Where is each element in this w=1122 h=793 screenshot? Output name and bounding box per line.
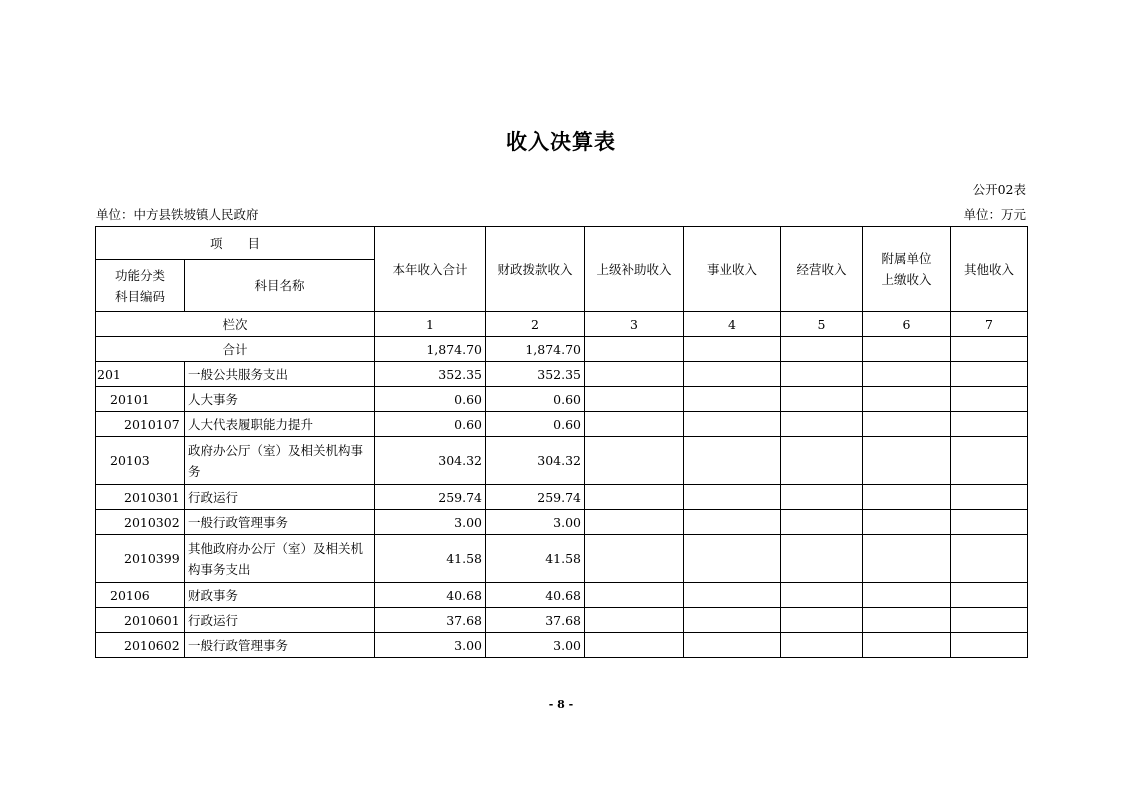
row-code: 201 bbox=[96, 362, 185, 387]
row-value bbox=[863, 485, 951, 510]
row-value bbox=[781, 362, 863, 387]
row-value: 41.58 bbox=[375, 535, 486, 583]
income-table bbox=[95, 226, 1028, 658]
total-value: 1,874.70 bbox=[375, 337, 486, 362]
row-value bbox=[951, 583, 1028, 608]
row-value bbox=[863, 387, 951, 412]
row-value bbox=[951, 535, 1028, 583]
row-value bbox=[585, 485, 684, 510]
row-value bbox=[951, 437, 1028, 485]
row-value bbox=[684, 583, 781, 608]
row-value bbox=[951, 412, 1028, 437]
row-value: 3.00 bbox=[486, 510, 585, 535]
column-number: 5 bbox=[781, 312, 863, 337]
total-value bbox=[684, 337, 781, 362]
col-total-header: 本年收入合计 bbox=[375, 227, 486, 312]
row-value: 40.68 bbox=[375, 583, 486, 608]
row-value bbox=[781, 510, 863, 535]
row-code: 20106 bbox=[96, 583, 185, 608]
row-value: 0.60 bbox=[375, 387, 486, 412]
table-row bbox=[96, 510, 1028, 535]
row-value: 41.58 bbox=[486, 535, 585, 583]
row-value: 304.32 bbox=[486, 437, 585, 485]
row-value bbox=[863, 633, 951, 658]
row-value: 352.35 bbox=[375, 362, 486, 387]
row-code: 2010602 bbox=[96, 633, 185, 658]
column-number-row bbox=[96, 312, 1028, 337]
row-value bbox=[684, 412, 781, 437]
row-value bbox=[781, 608, 863, 633]
table-row bbox=[96, 387, 1028, 412]
row-name: 行政运行 bbox=[185, 608, 375, 633]
column-number: 3 bbox=[585, 312, 684, 337]
col-business-header: 事业收入 bbox=[684, 227, 781, 312]
col-affiliated-line1: 附属单位 bbox=[881, 251, 932, 266]
row-value bbox=[585, 633, 684, 658]
row-code: 2010399 bbox=[96, 535, 185, 583]
row-value bbox=[585, 437, 684, 485]
func-code-header bbox=[96, 260, 185, 312]
row-value bbox=[684, 608, 781, 633]
total-row bbox=[96, 337, 1028, 362]
row-value bbox=[684, 535, 781, 583]
row-value bbox=[684, 362, 781, 387]
table-row bbox=[96, 583, 1028, 608]
row-name: 一般行政管理事务 bbox=[185, 633, 375, 658]
func-code-line2: 科目编码 bbox=[114, 288, 165, 304]
row-value: 0.60 bbox=[486, 387, 585, 412]
total-value: 1,874.70 bbox=[486, 337, 585, 362]
table-row bbox=[96, 437, 1028, 485]
col-affiliated-line2: 上缴收入 bbox=[881, 272, 932, 287]
row-value bbox=[863, 583, 951, 608]
row-value: 352.35 bbox=[486, 362, 585, 387]
row-value bbox=[585, 583, 684, 608]
row-value bbox=[585, 387, 684, 412]
row-value bbox=[863, 412, 951, 437]
row-value bbox=[951, 485, 1028, 510]
column-number: 6 bbox=[863, 312, 951, 337]
row-name: 人大代表履职能力提升 bbox=[185, 412, 375, 437]
row-value: 37.68 bbox=[486, 608, 585, 633]
col-operating-header: 经营收入 bbox=[781, 227, 863, 312]
header-row-1 bbox=[96, 227, 1028, 260]
row-value bbox=[781, 387, 863, 412]
column-number: 7 bbox=[951, 312, 1028, 337]
table-code: 公开02表 bbox=[972, 182, 1026, 197]
row-value bbox=[951, 510, 1028, 535]
row-name: 行政运行 bbox=[185, 485, 375, 510]
row-value bbox=[585, 510, 684, 535]
row-value: 0.60 bbox=[486, 412, 585, 437]
table-row bbox=[96, 608, 1028, 633]
page-title: 收入决算表 bbox=[506, 130, 616, 154]
row-value bbox=[781, 583, 863, 608]
row-value bbox=[863, 608, 951, 633]
row-value bbox=[863, 535, 951, 583]
row-value bbox=[951, 362, 1028, 387]
col-other-header: 其他收入 bbox=[951, 227, 1028, 312]
row-value bbox=[684, 485, 781, 510]
row-code: 20101 bbox=[96, 387, 185, 412]
row-value bbox=[781, 535, 863, 583]
row-value bbox=[863, 362, 951, 387]
total-value bbox=[781, 337, 863, 362]
row-name: 财政事务 bbox=[185, 583, 375, 608]
row-code: 2010301 bbox=[96, 485, 185, 510]
row-value bbox=[585, 608, 684, 633]
row-value bbox=[951, 608, 1028, 633]
row-value: 3.00 bbox=[375, 510, 486, 535]
row-value bbox=[863, 510, 951, 535]
row-code: 2010302 bbox=[96, 510, 185, 535]
row-value bbox=[863, 437, 951, 485]
column-number: 4 bbox=[684, 312, 781, 337]
table-row bbox=[96, 485, 1028, 510]
row-code: 2010601 bbox=[96, 608, 185, 633]
project-header: 项 目 bbox=[96, 227, 375, 260]
col-superior-header: 上级补助收入 bbox=[585, 227, 684, 312]
row-value: 3.00 bbox=[486, 633, 585, 658]
table-row bbox=[96, 633, 1028, 658]
row-value bbox=[684, 437, 781, 485]
row-name: 政府办公厅（室）及相关机构事务 bbox=[185, 437, 375, 485]
table-row bbox=[96, 412, 1028, 437]
row-value: 37.68 bbox=[375, 608, 486, 633]
unit-organization: 单位：中方县铁坡镇人民政府 bbox=[96, 207, 259, 222]
row-value bbox=[951, 633, 1028, 658]
total-value bbox=[863, 337, 951, 362]
row-code: 2010107 bbox=[96, 412, 185, 437]
row-value bbox=[585, 412, 684, 437]
row-value bbox=[684, 387, 781, 412]
row-value: 259.74 bbox=[375, 485, 486, 510]
row-value bbox=[585, 362, 684, 387]
row-value bbox=[585, 535, 684, 583]
row-value bbox=[781, 485, 863, 510]
row-value bbox=[781, 437, 863, 485]
row-name: 一般行政管理事务 bbox=[185, 510, 375, 535]
unit-currency: 单位：万元 bbox=[963, 207, 1026, 222]
row-name: 一般公共服务支出 bbox=[185, 362, 375, 387]
column-label: 栏次 bbox=[96, 312, 375, 337]
row-value: 259.74 bbox=[486, 485, 585, 510]
row-value bbox=[781, 633, 863, 658]
subject-name-header: 科目名称 bbox=[185, 260, 375, 312]
row-value bbox=[951, 387, 1028, 412]
row-name: 其他政府办公厅（室）及相关机构事务支出 bbox=[185, 535, 375, 583]
col-fiscal-header: 财政拨款收入 bbox=[486, 227, 585, 312]
row-value: 0.60 bbox=[375, 412, 486, 437]
total-value bbox=[951, 337, 1028, 362]
func-code-line1: 功能分类 bbox=[114, 267, 165, 283]
page-number: - 8 - bbox=[548, 698, 574, 711]
row-value: 3.00 bbox=[375, 633, 486, 658]
column-number: 2 bbox=[486, 312, 585, 337]
table-row bbox=[96, 535, 1028, 583]
row-name: 人大事务 bbox=[185, 387, 375, 412]
total-value bbox=[585, 337, 684, 362]
row-code: 20103 bbox=[96, 437, 185, 485]
row-value: 40.68 bbox=[486, 583, 585, 608]
row-value bbox=[684, 510, 781, 535]
column-number: 1 bbox=[375, 312, 486, 337]
row-value bbox=[684, 633, 781, 658]
total-label: 合计 bbox=[96, 337, 375, 362]
row-value bbox=[781, 412, 863, 437]
table-row bbox=[96, 362, 1028, 387]
row-value: 304.32 bbox=[375, 437, 486, 485]
col-affiliated-header bbox=[863, 227, 951, 312]
